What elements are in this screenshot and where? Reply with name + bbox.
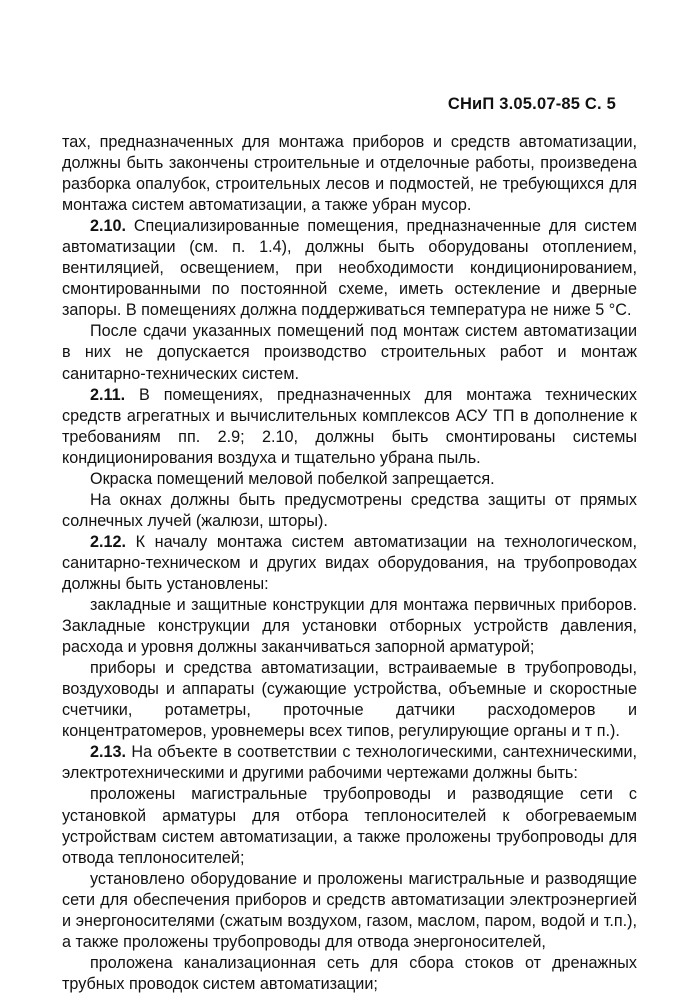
paragraph-text: проложена канализационная сеть для сбора стоков от дренажных трубных проводок систем автоматизации; [62, 953, 637, 993]
paragraph-text: В помещениях, предназначенных для монтажа технических средств агрегатных и вычислительных комплексов АСУ ТП в дополнение к требованиям пп. 2.9; 2.10, должны быть смонтированы системы кондиционирования воздуха и тщательно убрана пыль. [62, 385, 637, 467]
clause-2-10 [62, 216, 637, 321]
clause-2-12 [62, 532, 637, 595]
document-body [62, 132, 637, 995]
paragraph-text: установлено оборудование и проложены магистральные и разводящие сети для обеспечения приборов и средств автоматизации электроэнергией и энергоносителями (сжатым воздухом, газом, маслом, паром, водой и т.п.), а также проложены трубопроводы для отвода энергоносителей, [62, 869, 637, 951]
clause-number: 2.13. [90, 743, 127, 762]
clause-2-13 [62, 742, 637, 784]
paragraph-text: На объекте в соответствии с технологическими, сантехническими, электротехническими и другими рабочими чертежами должны быть: [62, 743, 637, 783]
clause-number: 2.10. [90, 217, 127, 236]
paragraph-6 [62, 490, 637, 532]
clause-number: 2.12. [90, 532, 127, 551]
paragraph-9 [62, 658, 637, 742]
paragraph-text: После сдачи указанных помещений под монтаж систем автоматизации в них не допускается производство строительных работ и монтаж санитарно-технических систем. [62, 322, 637, 383]
paragraph-1 [62, 132, 637, 216]
paragraph-8 [62, 595, 637, 658]
page-header: СНиП 3.05.07-85 С. 5 [447, 95, 616, 113]
paragraph-text: проложены магистральные трубопроводы и разводящие сети с установкой арматуры для отбора теплоносителей к обогреваемым устройствам систем автоматизации, а также проложены трубопроводы для отвода теплоносителей; [62, 785, 637, 867]
paragraph-text: Окраска помещений меловой побелкой запрещается. [90, 469, 495, 488]
paragraph-text: приборы и средства автоматизации, встраиваемые в трубопроводы, воздуховоды и аппараты (сужающие устройства, объемные и скоростные счетчики, ротаметры, проточные датчики расходомеров и концентратомеров, уровнемеры всех типов, регулирующие органы и т п.). [62, 659, 637, 741]
clause-2-11 [62, 385, 637, 469]
paragraph-text: закладные и защитные конструкции для монтажа первичных приборов. Закладные конструкции для установки отборных устройств давления, расхода и уровня должны заканчиваться запорной арматурой; [62, 596, 637, 657]
clause-number: 2.11. [90, 385, 126, 404]
paragraph-text: тах, предназначенных для монтажа приборов и средств автоматизации, должны быть закончены строительные и отделочные работы, произведена разборка опалубок, строительных лесов и подмостей, не требующихся для монтажа систем автоматизации, а также убран мусор. [62, 133, 637, 215]
paragraph-12 [62, 869, 637, 953]
paragraph-3 [62, 321, 637, 384]
paragraph-text: К началу монтажа систем автоматизации на технологическом, санитарно-техническом и других видах оборудования, на трубопроводах должны быть установлены: [62, 532, 637, 593]
paragraph-13 [62, 953, 637, 995]
paragraph-text: На окнах должны быть предусмотрены средства защиты от прямых солнечных лучей (жалюзи, шторы). [62, 490, 637, 530]
paragraph-11 [62, 784, 637, 868]
paragraph-5 [62, 469, 637, 490]
paragraph-text: Специализированные помещения, предназначенные для систем автоматизации (см. п. 1.4), должны быть оборудованы отоплением, вентиляцией, освещением, при необходимости кондиционированием, смонтированными по постоянной схеме, иметь остекление и дверные запоры. В помещениях должна поддерживаться температура не ниже 5 °С. [62, 217, 637, 320]
